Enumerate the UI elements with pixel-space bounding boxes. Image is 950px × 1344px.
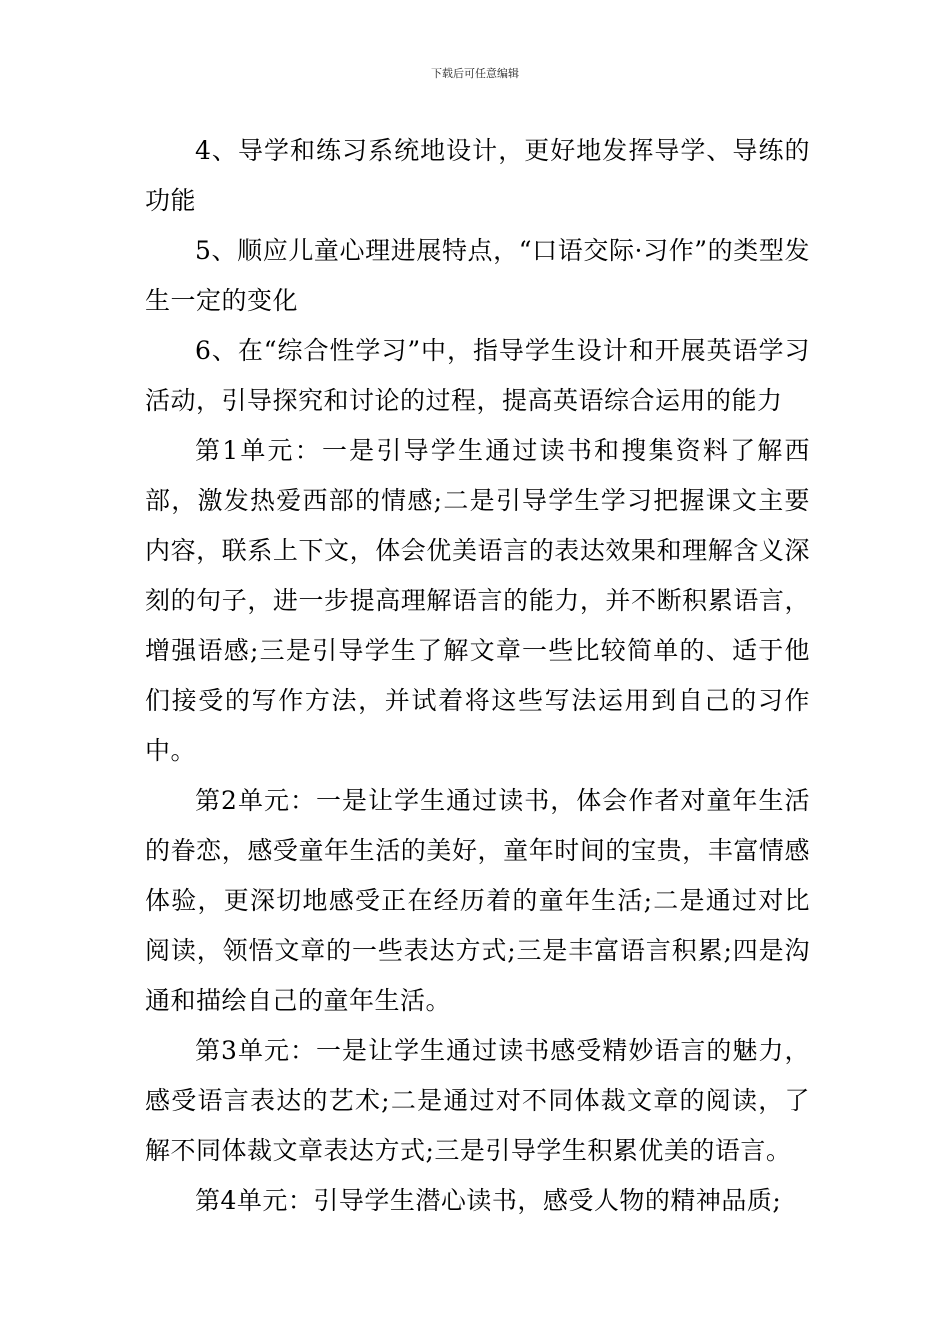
paragraph-item-4: 4、导学和练习系统地设计，更好地发挥导学、导练的功能 (145, 136, 810, 215)
paragraph-unit-3: 第3单元：一是让学生通过读书感受精妙语言的魅力，感受语言表达的艺术;二是通过对不同体裁文章的阅读，了解不同体裁文章表达方式;三是引导学生积累优美的语言。 (145, 1036, 810, 1165)
paragraph-item-6: 6、在“综合性学习”中，指导学生设计和开展英语学习活动，引导探究和讨论的过程，提高英语综合运用的能力 (145, 336, 810, 415)
page-header: 下载后可任意编辑 (431, 67, 519, 80)
document-body (145, 126, 810, 1226)
paragraph-unit-4: 第4单元：引导学生潜心读书，感受人物的精神品质; (195, 1186, 782, 1215)
paragraph-unit-1: 第1单元：一是引导学生通过读书和搜集资料了解西部，激发热爱西部的情感;二是引导学生学习把握课文主要内容，联系上下文，体会优美语言的表达效果和理解含义深刻的句子，进一步提高理解语言的能力，并不断积累语言，增强语感;三是引导学生了解文章一些比较简单的、适于他们接受的写作方法，并试着将这些写法运用到自己的习作中。 (145, 436, 810, 765)
paragraph-unit-2: 第2单元：一是让学生通过读书，体会作者对童年生活的眷恋，感受童年生活的美好，童年时间的宝贵，丰富情感体验，更深切地感受正在经历着的童年生活;二是通过对比阅读，领悟文章的一些表达方式;三是丰富语言积累;四是沟通和描绘自己的童年生活。 (145, 786, 810, 1015)
paragraph-item-5: 5、顺应儿童心理进展特点，“口语交际·习作”的类型发生一定的变化 (145, 236, 810, 315)
